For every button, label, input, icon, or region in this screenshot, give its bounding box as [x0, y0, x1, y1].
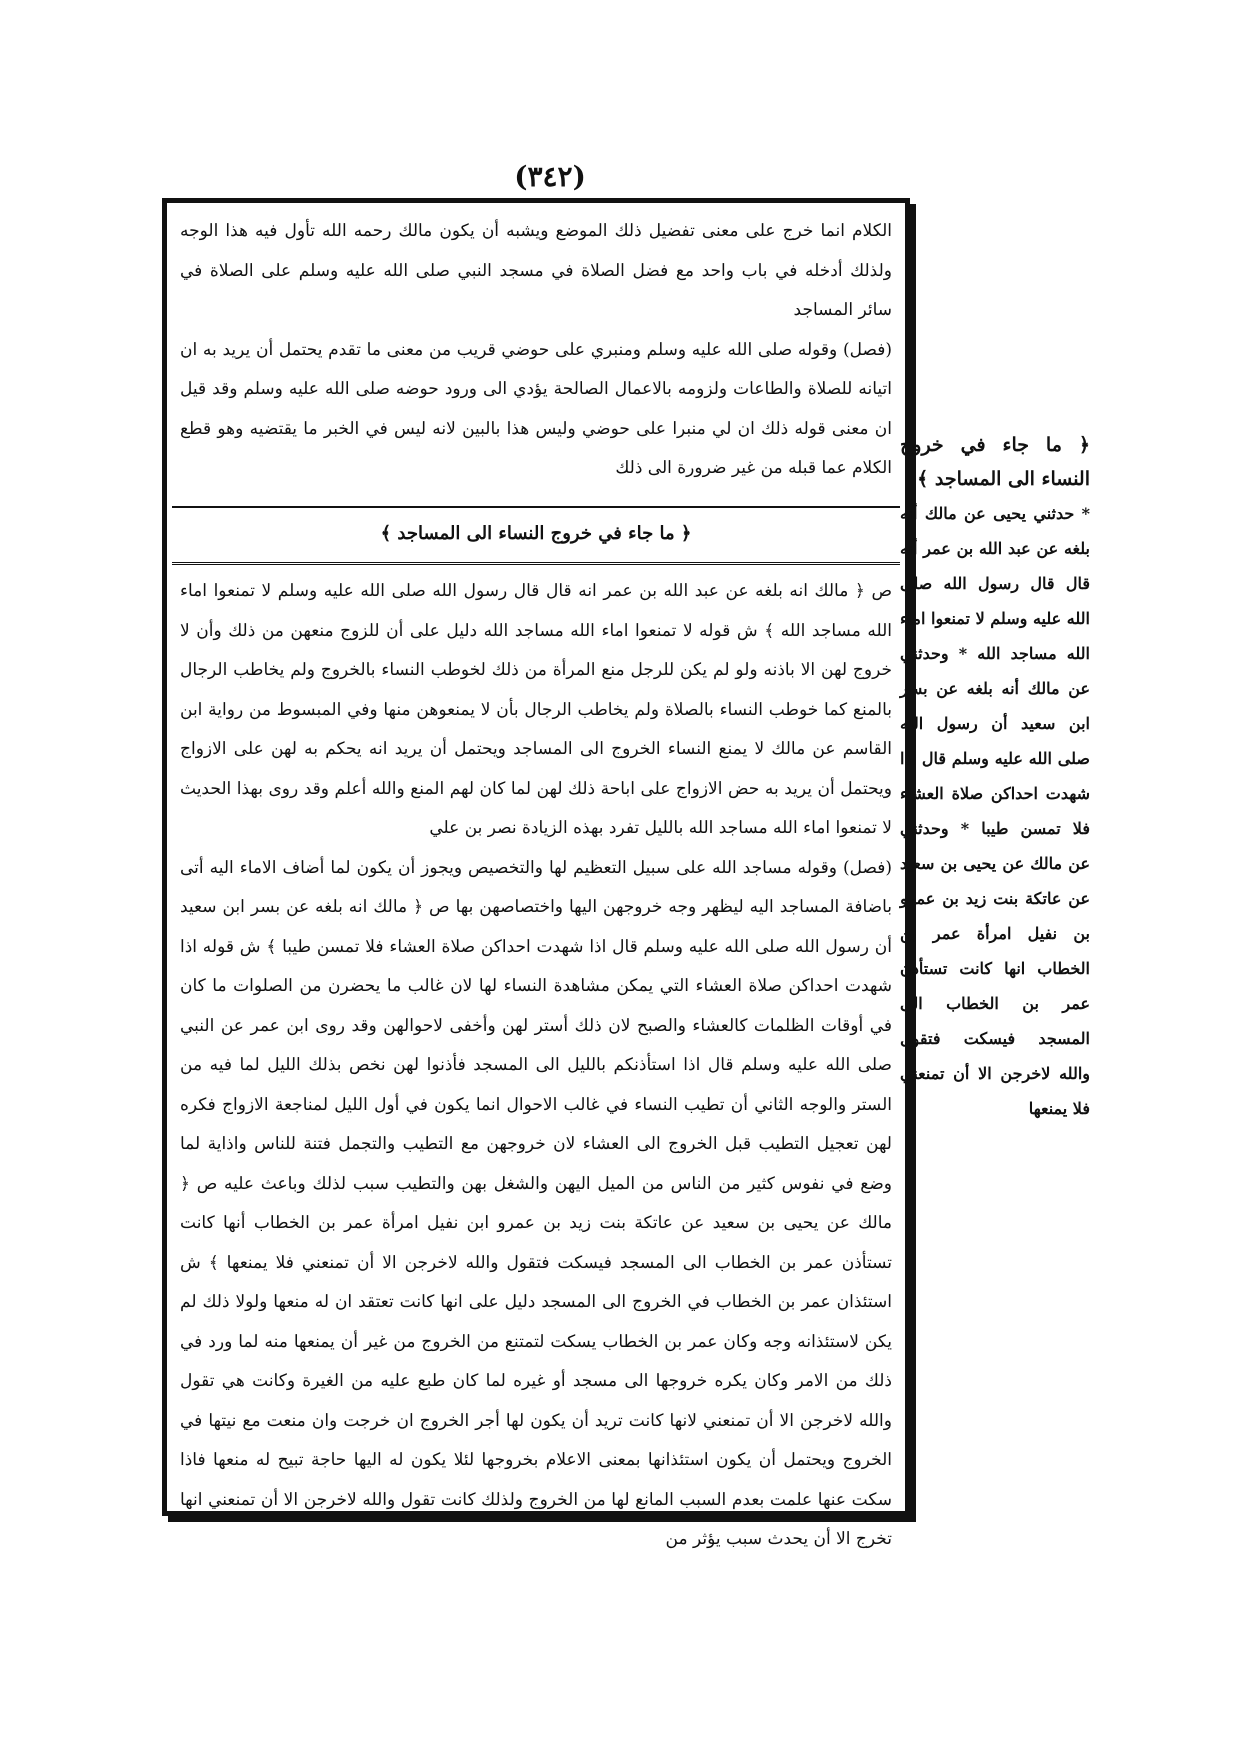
divider-top: [172, 506, 900, 508]
margin-text: * حدثني يحيى عن مالك أنه بلغه عن عبد الله بن عمر أنه قال قال رسول الله صلى الله عليه وسلم لا تمنعوا اماء الله مساجد الله * وحدثني عن مالك أنه بلغه عن بسر ابن سعيد أن رسول الله صلى الله عليه وسلم قال اذا شهدت احداكن صلاة العشاء فلا تمسن طيبا * وحدثني عن مالك عن يحيى بن سعيد عن عاتكة بنت زيد بن عمرو بن نفيل امرأة عمر بن الخطاب انها كانت تستأذن عمر بن الخطاب الى المسجد فيسكت فتقول والله لاخرجن الا أن تمنعني فلا يمنعها: [900, 504, 1090, 1118]
top-section: [180, 212, 892, 489]
margin-notes: [900, 428, 1090, 1126]
page-number: (٣٤٢): [514, 160, 586, 193]
margin-heading: ﴿ ما جاء في خروج النساء الى المساجد ﴾: [900, 434, 1090, 490]
top-paragraph-2: (فصل) وقوله صلى الله عليه وسلم ومنبري على حوضي قريب من معنى ما تقدم يحتمل أن يريد به ان اتيانه للصلاة والطاعات ولزومه بالاعمال الصالحة يؤدي الى ورود حوضه صلى الله عليه وسلم وقد قيل ان معنى قوله ذلك ان لي منبرا على حوضي وليس هذا بالبين لانه ليس في الخبر ما يقتضيه وهو قطع الكلام عما قبله من غير ضرورة الى ذلك: [180, 339, 892, 478]
chapter-heading: ﴿ ما جاء في خروج النساء الى المساجد ﴾: [380, 523, 692, 544]
top-paragraph-1: الكلام انما خرج على معنى تفضيل ذلك الموضع ويشبه أن يكون مالك رحمه الله تأول فيه هذا الوجه ولذلك أدخله في باب واحد مع فضل الصلاة في مسجد النبي صلى الله عليه وسلم على الصلاة في سائر المساجد: [180, 221, 892, 320]
main-paragraph-2: (فصل) وقوله مساجد الله على سبيل التعظيم لها والتخصيص ويجوز أن يكون لما أضاف الاماء اليه أتى باضافة المساجد اليه ليظهر وجه خروجهن اليها واختصاصهن بها ص ﴿ مالك انه بلغه عن بسر ابن سعيد أن رسول الله صلى الله عليه وسلم قال اذا شهدت احداكن صلاة العشاء فلا تمسن طيبا ﴾ ش قوله اذا شهدت احداكن صلاة العشاء التي يمكن مشاهدة النساء لها لان غالب ما يحضرن من الصلوات ما كان في أوقات الظلمات كالعشاء والصبح لان ذلك أستر لهن وأخفى لاحوالهن وقد روى ابن عمر عن النبي صلى الله عليه وسلم قال اذا استأذنكم بالليل الى المسجد فأذنوا لهن نخص بذلك الليل لما فيه من الستر والوجه الثاني أن تطيب النساء في غالب الاحوال انما يكون في أول الليل لمناجعة الازواج فكره لهن تعجيل التطيب قبل الخروج الى العشاء لان خروجهن مع التطيب والتجمل فتنة للناس واذاية لما وضع في نفوس كثير من الناس من الميل اليهن والشغل بهن والتطيب سبب لذلك وباعث عليه ص ﴿ مالك عن يحيى بن سعيد عن عاتكة بنت زيد بن عمرو ابن نفيل امرأة عمر بن الخطاب أنها كانت تستأذن عمر بن الخطاب الى المسجد فيسكت فتقول والله لاخرجن الا أن تمنعني فلا يمنعها ﴾ ش استئذان عمر بن الخطاب في الخروج الى المسجد دليل على انها كانت تعتقد ان له منعها ولولا ذلك لم يكن لاستئذانه وجه وكان عمر بن الخطاب يسكت لتمتنع من الخروج من غير أن يمنعها منه لما ورد في ذلك من الامر وكان يكره خروجها الى مسجد أو غيره لما كان طبع عليه من الغيرة وكانت هي تقول والله لاخرجن الا أن تمنعني لانها كانت تريد أن يكون لها أجر الخروج ان خرجت وان منعت مع نيتها في الخروج ويحتمل أن يكون استئذانها بمعنى الاعلام بخروجها لئلا يكون له اليها حاجة تبيح له منعها فاذا سكت عنها علمت بعدم السبب المانع لها من الخروج ولذلك كانت تقول والله لاخرجن الا أن تمنعني انها تخرج الا أن يحدث سبب يؤثر من: [180, 857, 892, 1549]
main-paragraph-1: ص ﴿ مالك انه بلغه عن عبد الله بن عمر انه قال قال رسول الله صلى الله عليه وسلم لا تمنعوا اماء الله مساجد الله ﴾ ش قوله لا تمنعوا اماء الله مساجد الله دليل على أن للزوج منعهن من ذلك وأن لا خروج لهن الا باذنه ولو لم يكن للرجل منع المرأة من ذلك لخوطب النساء بالخروج ولم يخاطب الرجال بالمنع كما خوطب النساء بالصلاة ولم يخاطب الرجال بأن لا يمنعوهن منها وفي المبسوط من رواية ابن القاسم عن مالك لا يمنع النساء الخروج الى المساجد ويحتمل أن يريد انه يحكم به لهن على الازواج ويحتمل أن يريد به حض الازواج على اباحة ذلك لهن لما كان لهم المنع والله أعلم وقد روى بهذا الحديث لا تمنعوا اماء الله مساجد الله بالليل تفرد بهذه الزيادة نصر بن علي: [180, 581, 892, 838]
divider-bottom: [172, 562, 900, 565]
main-section: [180, 572, 892, 1560]
